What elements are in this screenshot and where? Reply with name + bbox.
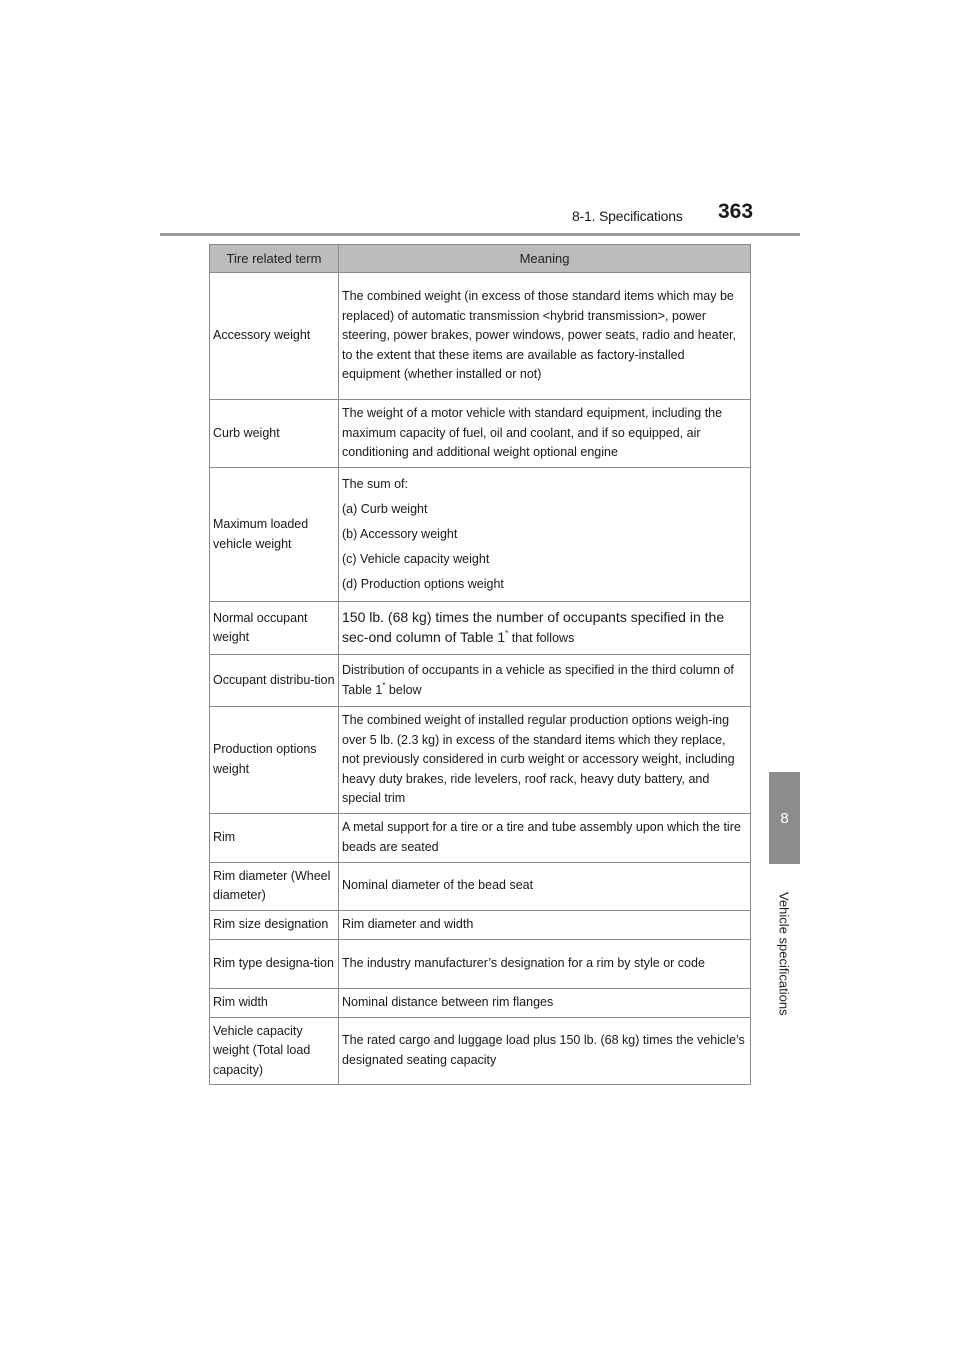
- meaning-text-tail: below: [385, 682, 422, 697]
- term-cell: Occupant distribu-tion: [210, 655, 339, 707]
- header-divider: [160, 233, 800, 236]
- term-cell: Production options weight: [210, 707, 339, 814]
- meaning-line: (b) Accessory weight: [342, 527, 458, 541]
- table-row: [210, 862, 751, 910]
- table-row: [210, 655, 751, 707]
- term-cell: Rim size designation: [210, 910, 339, 939]
- meaning-line: (c) Vehicle capacity weight: [342, 552, 490, 566]
- table-row: [210, 813, 751, 862]
- meaning-cell: The rated cargo and luggage load plus 150 lb. (68 kg) times the vehicle’s designated seating capacity: [339, 1017, 751, 1085]
- meaning-cell: Rim diameter and width: [339, 910, 751, 939]
- term-cell: Maximum loaded vehicle weight: [210, 468, 339, 602]
- table-row: [210, 939, 751, 988]
- chapter-tab[interactable]: [769, 772, 800, 864]
- term-cell: Normal occupant weight: [210, 602, 339, 655]
- chapter-number: 8: [780, 809, 789, 827]
- table-row: [210, 468, 751, 602]
- table-row: [210, 400, 751, 468]
- term-cell: Rim diameter (Wheel diameter): [210, 862, 339, 910]
- footnote-mark: *: [382, 680, 386, 690]
- chapter-label: Vehicle specifications: [776, 892, 792, 1016]
- meaning-cell: Nominal distance between rim flanges: [339, 988, 751, 1017]
- meaning-cell: [339, 602, 751, 655]
- table-row: [210, 910, 751, 939]
- meaning-cell: The combined weight of installed regular production options weigh-ing over 5 lb. (2.3 kg) in excess of the standard items which they replace, not previously considered in curb weight or accessory weight, including heavy duty brakes, ride levelers, roof rack, heavy duty battery, and special trim: [339, 707, 751, 814]
- meaning-cell: A metal support for a tire or a tire and tube assembly upon which the tire beads are seated: [339, 813, 751, 862]
- table-row: [210, 1017, 751, 1085]
- term-cell: Rim width: [210, 988, 339, 1017]
- page-number: 363: [718, 200, 754, 223]
- meaning-text: Distribution of occupants in a vehicle as specified in the third column of Table 1: [342, 663, 734, 697]
- meaning-cell: The weight of a motor vehicle with standard equipment, including the maximum capacity of fuel, oil and coolant, and if so equipped, air conditioning and additional weight optional engine: [339, 400, 751, 468]
- meaning-line: (a) Curb weight: [342, 502, 428, 516]
- section-title: 8-1. Specifications: [572, 208, 683, 224]
- meaning-cell: [339, 468, 751, 602]
- table-row: [210, 988, 751, 1017]
- column-header-meaning: Meaning: [339, 245, 751, 273]
- footnote-mark: *: [505, 629, 509, 638]
- table-header-row: [210, 245, 751, 273]
- term-cell: Vehicle capacity weight (Total load capacity): [210, 1017, 339, 1085]
- term-cell: Accessory weight: [210, 273, 339, 400]
- term-cell: Curb weight: [210, 400, 339, 468]
- column-header-term: Tire related term: [210, 245, 339, 273]
- meaning-cell: Nominal diameter of the bead seat: [339, 862, 751, 910]
- meaning-line: The sum of:: [342, 477, 408, 491]
- term-cell: Rim: [210, 813, 339, 862]
- meaning-text: 150 lb. (68 kg) times the number of occupants specified in the sec-ond column of Table 1: [342, 608, 725, 645]
- table-row: [210, 602, 751, 655]
- meaning-cell: The combined weight (in excess of those standard items which may be replaced) of automatic transmission <hybrid transmission>, power steering, power brakes, power windows, power seats, radio and heater, to the extent that these items are available as factory-installed equipment (whether installed or not): [339, 273, 751, 400]
- meaning-line: (d) Production options weight: [342, 577, 504, 591]
- tire-terms-table: [209, 244, 751, 1085]
- meaning-cell: The industry manufacturer’s designation for a rim by style or code: [339, 939, 751, 988]
- table-row: [210, 273, 751, 400]
- term-cell: Rim type designa-tion: [210, 939, 339, 988]
- table-row: [210, 707, 751, 814]
- meaning-cell: [339, 655, 751, 707]
- meaning-text-tail: that follows: [508, 631, 575, 645]
